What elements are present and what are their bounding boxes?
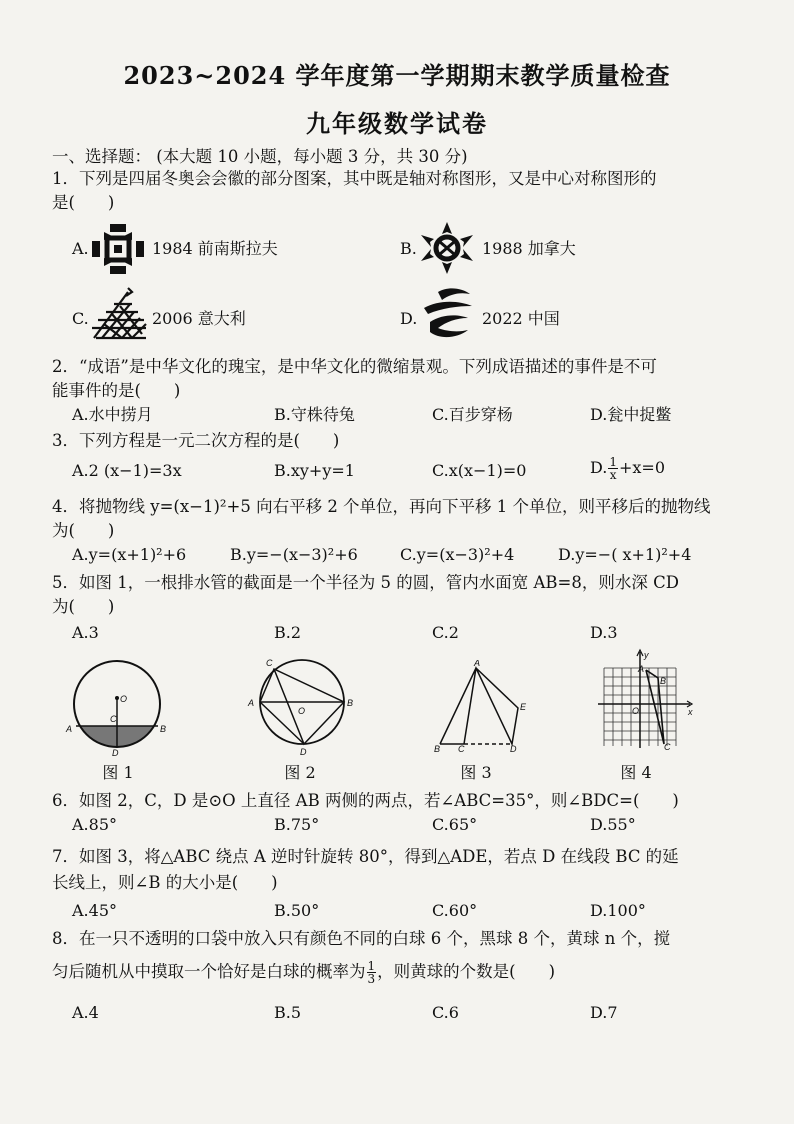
q2-option-a: A.水中捞月 — [72, 405, 153, 424]
q5-option-c: C.2 — [432, 623, 459, 642]
q7-option-b: B.50° — [274, 901, 320, 920]
q8-fraction-denominator: 3 — [367, 972, 376, 986]
q7-option-c: C.60° — [432, 901, 478, 920]
q5-line2: 为( ) — [52, 597, 115, 616]
q5-option-d: D.3 — [590, 623, 618, 642]
q8-line1: 8．在一只不透明的口袋中放入只有颜色不同的白球 6 个，黑球 8 个，黄球 n 个，搅 — [52, 929, 671, 948]
sarajevo-emblem-icon — [90, 222, 146, 276]
q1-line1: 1．下列是四届冬奥会会徽的部分图案，其中既是轴对称图形，又是中心对称图形的 — [52, 169, 657, 188]
fig2-label-a: A — [248, 698, 255, 708]
fig2-label-o: O — [298, 706, 306, 716]
q1-option-c-text: 2006 意大利 — [152, 309, 246, 328]
figure-4-caption: 图 4 — [620, 763, 652, 782]
q3-option-d — [590, 456, 665, 481]
q8-fraction-numerator: 1 — [367, 959, 376, 973]
q4-option-a: A.y=(x+1)²+6 — [72, 545, 187, 564]
q3-option-a: A.2 (x−1)=3x — [72, 461, 182, 480]
q3-option-d-prefix: D. — [590, 458, 608, 477]
q1-option-d-text: 2022 中国 — [482, 309, 560, 328]
figure-4-grid-graph — [594, 648, 698, 752]
q8-line2-prefix: 匀后随机从中摸取一个恰好是白球的概率为 — [52, 962, 366, 981]
q3-option-d-denominator: x — [609, 468, 617, 482]
torino-emblem-icon — [88, 284, 150, 342]
q3-option-c: C.x(x−1)=0 — [432, 461, 527, 480]
q8-line2 — [52, 960, 555, 985]
fig4-label-b: B — [660, 676, 667, 686]
q1-option-d-letter: D. — [400, 309, 418, 328]
q1-option-b-letter: B. — [400, 239, 417, 258]
fig2-label-b: B — [347, 698, 354, 708]
q6-option-b: B.75° — [274, 815, 320, 834]
fig1-label-a: A — [66, 724, 73, 734]
q2-option-d: D.瓮中捉鳖 — [590, 405, 672, 424]
fig1-label-b: B — [160, 724, 167, 734]
fig3-label-d: D — [510, 744, 517, 752]
q3-option-d-suffix: +x=0 — [618, 458, 665, 477]
q2-line1: 2．“成语”是中华文化的瑰宝，是中华文化的微缩景观。下列成语描述的事件是不可 — [52, 357, 657, 376]
fig4-label-c: C — [664, 742, 671, 752]
q2-line2: 能事件的是( ) — [52, 381, 181, 400]
q7-line2: 长线上，则∠B 的大小是( ) — [52, 873, 278, 892]
q1-option-b-text: 1988 加拿大 — [482, 239, 576, 258]
fig4-label-o: O — [632, 706, 640, 716]
fig1-label-d: D — [112, 748, 119, 758]
figure-1-caption: 图 1 — [102, 763, 134, 782]
q4-option-d: D.y=−( x+1)²+4 — [558, 545, 692, 564]
fig3-label-c: C — [458, 744, 465, 752]
q1-option-a-text: 1984 前南斯拉夫 — [152, 239, 278, 258]
q8-option-b: B.5 — [274, 1003, 302, 1022]
figure-3-caption: 图 3 — [460, 763, 492, 782]
figure-3-rotated-triangle — [428, 660, 532, 752]
q7-option-a: A.45° — [72, 901, 117, 920]
q5-option-a: A.3 — [72, 623, 99, 642]
figure-2-caption: 图 2 — [284, 763, 316, 782]
q2-option-b: B.守株待兔 — [274, 405, 355, 424]
q6-option-d: D.55° — [590, 815, 636, 834]
q4-option-b: B.y=−(x−3)²+6 — [230, 545, 358, 564]
fig3-label-a: A — [474, 660, 481, 668]
q6-line1: 6．如图 2，C，D 是⊙O 上直径 AB 两侧的两点，若∠ABC=35°，则∠BDC=( ) — [52, 791, 679, 810]
calgary-emblem-icon — [418, 220, 476, 276]
q1-line2: 是( ) — [52, 193, 115, 212]
q4-line1: 4．将抛物线 y=(x−1)²+5 向右平移 2 个单位，再向下平移 1 个单位，则平移后的抛物线 — [52, 497, 711, 516]
fig4-label-a: A — [638, 664, 645, 674]
q5-option-b: B.2 — [274, 623, 302, 642]
q7-option-d: D.100° — [590, 901, 646, 920]
q1-option-a-letter: A. — [72, 239, 89, 258]
q4-line2: 为( ) — [52, 521, 115, 540]
exam-title: 2023~2024 学年度第一学期期末教学质量检查 — [123, 61, 671, 90]
fig2-label-c: C — [266, 658, 273, 668]
q6-option-a: A.85° — [72, 815, 117, 834]
fig1-label-c: C — [110, 714, 117, 724]
q3-option-d-fraction — [608, 456, 618, 481]
q6-option-c: C.65° — [432, 815, 478, 834]
beijing-emblem-icon — [418, 284, 478, 344]
q8-option-d: D.7 — [590, 1003, 618, 1022]
q4-option-c: C.y=(x−3)²+4 — [400, 545, 515, 564]
q3-line1: 3．下列方程是一元二次方程的是( ) — [52, 431, 340, 450]
q8-line2-suffix: ，则黄球的个数是( ) — [377, 962, 556, 981]
q2-option-c: C.百步穿杨 — [432, 405, 513, 424]
fig3-label-b: B — [434, 744, 441, 752]
fig4-label-y: y — [644, 650, 649, 660]
q5-line1: 5．如图 1，一根排水管的截面是一个半径为 5 的圆，管内水面宽 AB=8，则水深 CD — [52, 573, 679, 592]
q7-line1: 7．如图 3，将△ABC 绕点 A 逆时针旋转 80°，得到△ADE，若点 D 在线段 BC 的延 — [52, 847, 679, 866]
fig4-label-x: x — [688, 707, 693, 717]
figure-2-circle-chords — [244, 656, 356, 756]
section-heading: 一、选择题： (本大题 10 小题，每小题 3 分，共 30 分) — [52, 147, 468, 166]
q1-option-c-letter: C. — [72, 309, 89, 328]
fig2-label-d: D — [300, 747, 307, 756]
figure-1-circle-pipe — [62, 658, 172, 758]
fig3-label-e: E — [520, 702, 527, 712]
exam-subtitle: 九年级数学试卷 — [306, 109, 488, 138]
q8-option-c: C.6 — [432, 1003, 459, 1022]
fig1-label-o: O — [120, 694, 128, 704]
q3-option-b: B.xy+y=1 — [274, 461, 355, 480]
q8-probability-fraction — [367, 960, 377, 985]
q3-option-d-numerator: 1 — [609, 455, 617, 469]
q8-option-a: A.4 — [72, 1003, 99, 1022]
